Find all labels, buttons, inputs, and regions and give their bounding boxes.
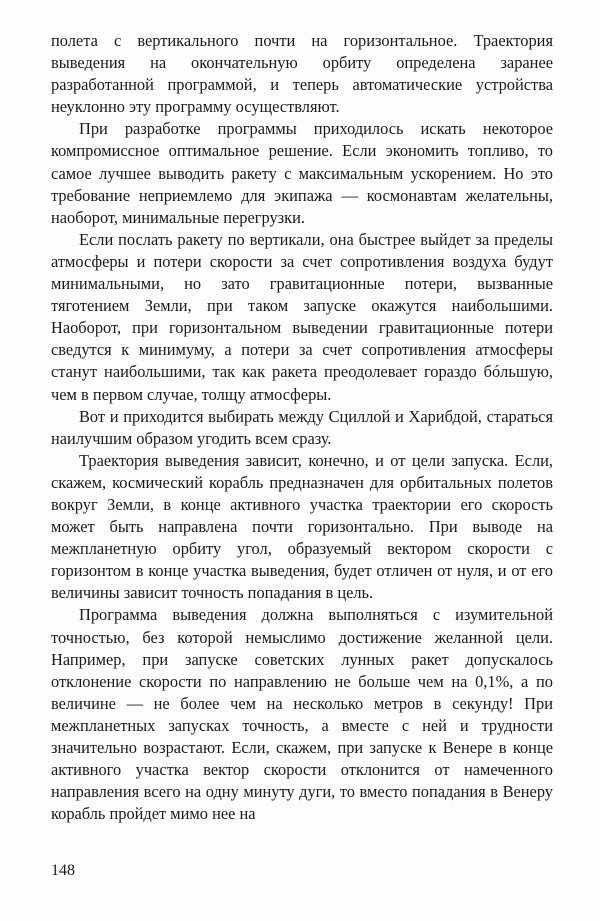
paragraph-5: Траектория выведения зависит, конечно, и от цели запуска. Если, скажем, космический корабль предназначен для орбитальных полетов вокруг Земли, в конце активного участка траектории его скорость может быть направлена почти горизонтально. При выводе на межпланетную орбиту угол, образуемый вектором скорости с горизонтом в конце участка выведения, будет отличен от нуля, и от его величины зависит точность попадания в цель.: [51, 450, 553, 603]
paragraph-1: полета с вертикального почти на горизонтальное. Траектория выведения на окончательную орбиту определена заранее разработанной программой, и теперь автоматические устройства неуклонно эту программу осуществляют.: [51, 31, 553, 117]
paragraph-2: При разработке программы приходилось искать некоторое компромиссное оптимальное решение. Если экономить топливо, то самое лучшее выводить ракету с максимальным ускорением. Но это требование неприемлемо для экипажа — космонавтам желательны, наоборот, минимальные перегрузки.: [51, 119, 553, 227]
body-text: [51, 30, 553, 825]
paragraph-3: Если послать ракету по вертикали, она быстрее выйдет за пределы атмосферы и потери скорости за счет сопротивления воздуха будут минимальными, но зато гравитационные потери, вызванные тяготением Земли, при таком запуске окажутся наибольшими. Наоборот, при горизонтальном выведении гравитационные потери сведутся к минимуму, а потери за счет сопротивления атмосферы станут наибольшими, так как ракета преодолевает гораздо бóльшую, чем в первом случае, толщу атмосферы.: [51, 229, 553, 404]
paragraph-6: Программа выведения должна выполняться с изумительной точностью, без которой немыслимо достижение желанной цели. Например, при запуске советских лунных ракет допускалось отклонение скорости по направлению не больше чем на 0,1%, а по величине — не более чем на несколько метров в секунду! При межпланетных запусках точность, а вместе с ней и трудности значительно возрастают. Если, скажем, при запуске к Венере в конце активного участка вектор скорости отклонится от намеченного направления всего на одну минуту дуги, то вместо попадания в Венеру корабль пройдет мимо нее на: [51, 605, 553, 824]
paragraph-4: Вот и приходится выбирать между Сциллой и Харибдой, стараться наилучшим образом угодить всем сразу.: [51, 406, 553, 448]
page-number: 148: [51, 862, 75, 879]
